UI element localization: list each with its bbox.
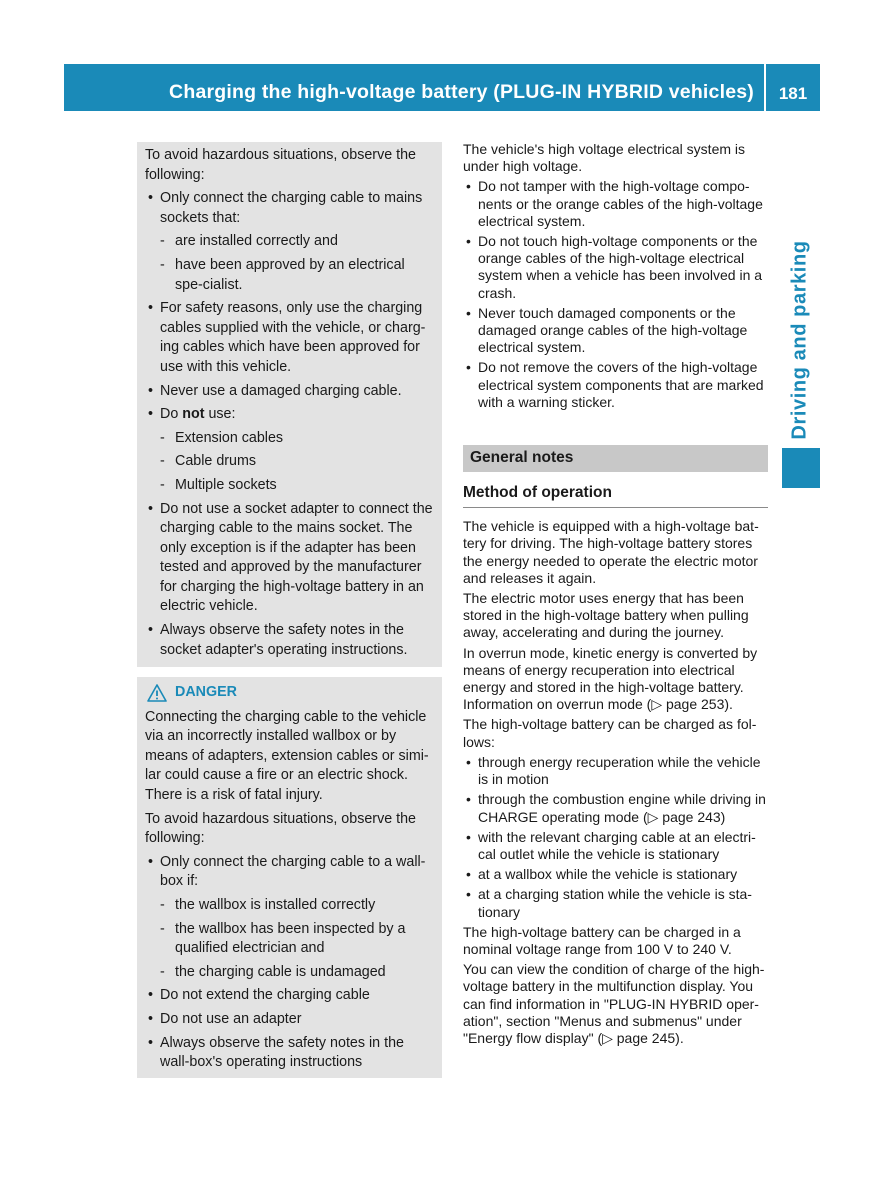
list-item (145, 853, 435, 892)
paragraph: The vehicle is equipped with a high-voltage bat-tery for driving. The high-voltage battery stores the energy needed to operate the electric motor and releases it again. (463, 518, 759, 586)
list-item-text: Always observe the safety notes in the socket adapter's operating instructions. (160, 622, 408, 658)
emphasis-text: not (182, 406, 205, 423)
danger-instruction: To avoid hazardous situations, observe the following: (145, 810, 417, 847)
sub-list-item (145, 920, 435, 959)
bullet: • (148, 500, 154, 517)
list-item-text: the wallbox is installed correctly (175, 896, 376, 913)
bullet: • (466, 178, 471, 195)
bullet: • (148, 406, 154, 423)
list-item-text: Do not tamper with the high-voltage compo-nents or the orange cables of the high-voltage electrical system. (478, 178, 763, 229)
list-item-text: use: (204, 406, 236, 423)
list-item-text: Always observe the safety notes in the wall-box's operating instructions (160, 1034, 404, 1071)
sub-list-item (145, 429, 435, 449)
list-item (145, 382, 435, 402)
right-column (463, 141, 768, 1050)
danger-list (145, 853, 435, 1073)
list-item (463, 866, 768, 883)
dash: - (160, 233, 165, 250)
warning-triangle-icon (147, 684, 167, 702)
list-item (145, 986, 435, 1006)
intro-paragraph: The vehicle's high voltage electrical system is under high voltage. (463, 141, 746, 175)
bullet: • (148, 622, 154, 639)
bullet: • (466, 866, 471, 883)
list-item-text: the charging cable is undamaged (175, 963, 386, 980)
bullet: • (148, 1034, 154, 1051)
bullet: • (148, 190, 154, 207)
dash: - (160, 963, 165, 980)
paragraph: The electric motor uses energy that has been stored in the high-voltage battery when pulling away, accelerating and during the journey. (463, 590, 749, 641)
bullet: • (466, 886, 471, 903)
list-item (145, 189, 435, 228)
list-item-text: Only connect the charging cable to a wall-box if: (160, 853, 426, 890)
dash: - (160, 476, 165, 493)
list-item-text: Do (160, 406, 183, 423)
list-item (145, 1010, 435, 1030)
list-item (145, 1034, 435, 1073)
list-item-text: have been approved by an electrical spe-cialist. (175, 256, 405, 293)
bullet: • (148, 382, 154, 399)
box-intro: To avoid hazardous situations, observe the following: (145, 147, 417, 183)
list-item (463, 178, 768, 230)
method-of-operation-heading: Method of operation (463, 484, 768, 508)
hv-warning-list (463, 178, 768, 411)
list-item-text: at a wallbox while the vehicle is stationary (478, 866, 738, 883)
danger-description: Connecting the charging cable to the vehicle via an incorrectly installed wallbox or by means of adapters, extension cables or simi-lar could cause a fire or an electric shock. There is a risk of fatal injury. (145, 708, 429, 803)
list-item-text: Only connect the charging cable to mains sockets that: (160, 190, 423, 226)
list-item-text: at a charging station while the vehicle is sta-tionary (478, 886, 752, 920)
paragraph: In overrun mode, kinetic energy is converted by means of energy recuperation into electrical energy and stored in the high-voltage battery. Information on overrun mode (▷ page 253). (463, 644, 758, 713)
list-item-text: the wallbox has been inspected by a qualified electrician and (175, 920, 406, 957)
list-item-text: through energy recuperation while the vehicle is in motion (478, 753, 761, 788)
charging-methods-list (463, 754, 768, 921)
bullet: • (466, 753, 471, 770)
page-number-box (766, 64, 820, 111)
danger-box (137, 677, 442, 1078)
bullet: • (148, 987, 154, 1004)
bullet: • (148, 300, 154, 317)
bullet: • (466, 791, 471, 808)
dash: - (160, 920, 165, 937)
dash: - (160, 256, 165, 273)
list-item-text: Do not use a socket adapter to connect the charging cable to the mains socket. The only exception is if the adapter has been tested and approved by the manufacturer for charging the high-voltage battery in an electric vehicle. (160, 500, 433, 615)
list-item (145, 299, 435, 377)
list-item (145, 500, 435, 618)
safety-list (145, 189, 435, 660)
list-item-text: through the combustion engine while driving in CHARGE operating mode (▷ page 243) (478, 791, 766, 825)
danger-label: DANGER (175, 684, 237, 700)
bullet: • (466, 828, 471, 845)
list-item (463, 754, 768, 788)
list-item (463, 886, 768, 920)
sub-list-item (145, 896, 435, 916)
paragraph: The high-voltage battery can be charged in a nominal voltage range from 100 V to 240 V. (463, 923, 741, 957)
dash: - (160, 453, 165, 470)
safety-notes-box (137, 142, 442, 667)
list-item (463, 233, 768, 302)
sub-list-item (145, 256, 435, 295)
general-notes-heading: General notes (463, 445, 768, 472)
list-item (145, 405, 435, 425)
section-side-label: Driving and parking (788, 240, 811, 440)
bullet: • (466, 304, 471, 321)
section-side-tab-marker (782, 448, 820, 488)
sub-list-item (145, 452, 435, 472)
danger-heading (145, 683, 435, 703)
paragraph: You can view the condition of charge of the high-voltage battery in the multifunction display. You can find information in "PLUG-IN HYBRID oper-ation", section "Menus and submenus" under "Energy flow display" (▷ page 245). (463, 961, 765, 1046)
list-item-text: Do not use an adapter (160, 1010, 302, 1027)
list-item-text: For safety reasons, only use the charging cables supplied with the vehicle, or charg-ing cables which have been approved for use with this vehicle. (160, 300, 426, 375)
list-item (145, 621, 435, 660)
paragraph: The high-voltage battery can be charged as fol-lows: (463, 716, 757, 750)
page-title: Charging the high-voltage battery (PLUG-IN HYBRID vehicles) (169, 81, 754, 103)
list-item-text: Cable drums (175, 453, 257, 470)
list-item-text: Extension cables (175, 429, 284, 446)
dash: - (160, 429, 165, 446)
bullet: • (466, 359, 471, 376)
sub-list-item (145, 476, 435, 496)
bullet: • (148, 853, 154, 870)
list-item (463, 305, 768, 357)
list-item-text: Multiple sockets (175, 476, 277, 493)
list-item-text: with the relevant charging cable at an electri-cal outlet while the vehicle is stationary (478, 828, 756, 862)
list-item-text: Never touch damaged components or the damaged orange cables of the high-voltage electrical system. (478, 304, 748, 356)
dash: - (160, 896, 165, 913)
sub-list-item (145, 963, 435, 983)
list-item (463, 791, 768, 825)
list-item-text: Do not extend the charging cable (160, 987, 370, 1004)
list-item-text: Never use a damaged charging cable. (160, 382, 402, 399)
list-item-text: Do not touch high-voltage components or the orange cables of the high-voltage electrical system when a vehicle has been involved in a crash. (478, 233, 763, 301)
sub-list-item (145, 232, 435, 252)
list-item (463, 359, 768, 411)
bullet: • (466, 233, 471, 250)
bullet: • (148, 1010, 154, 1027)
page-header-bar (64, 64, 764, 111)
list-item-text: are installed correctly and (175, 233, 338, 250)
list-item (463, 829, 768, 863)
page-number: 181 (778, 84, 808, 103)
list-item-text: Do not remove the covers of the high-voltage electrical system components that are marked with a warning sticker. (478, 359, 764, 410)
